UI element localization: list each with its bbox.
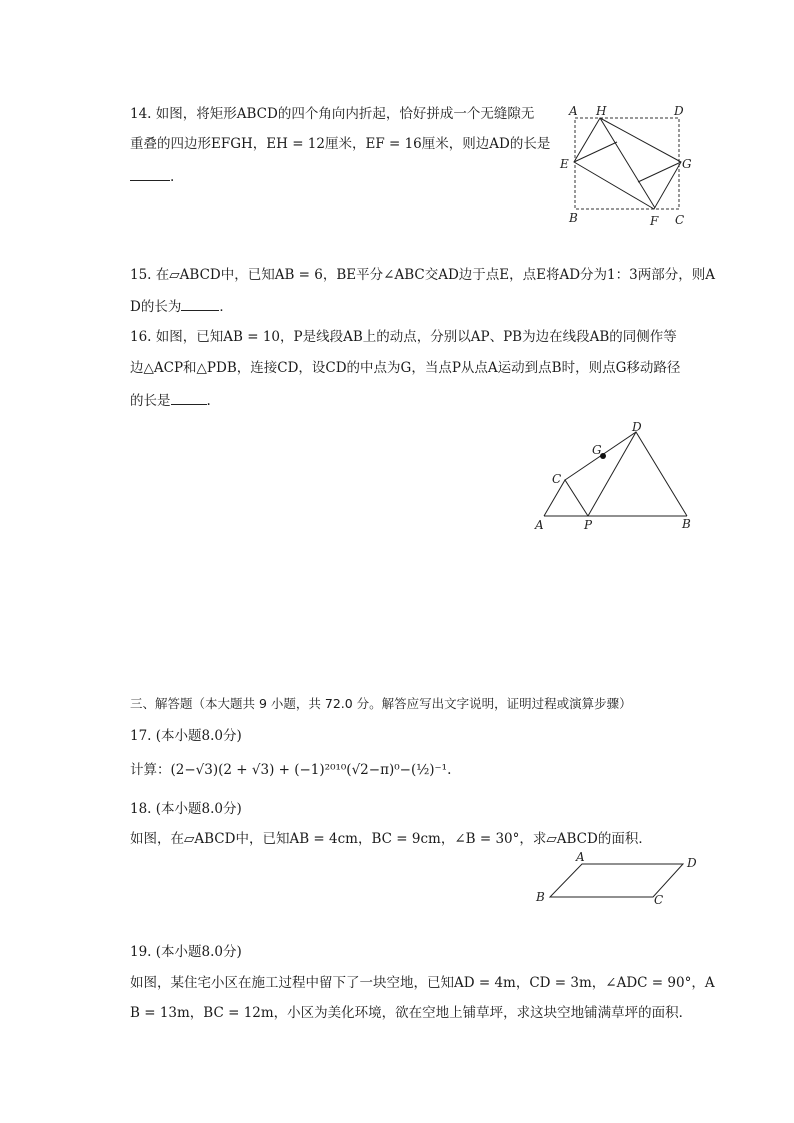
fold-line-hf — [600, 118, 655, 208]
q15-text: D的长为 — [130, 299, 182, 315]
q19-line-2: B = 13m，BC = 12m，小区为美化环境，欲在空地上铺草坪，求这块空地铺满草坪的面积． — [130, 1005, 693, 1021]
q16-text: 的长是 — [130, 393, 171, 409]
rectangle-abcd-dashed — [575, 118, 679, 209]
q16-line-2: 边△ACP和△PDB，连接CD，设CD的中点为G，当点P从点A运动到点B时，则点G移动路径 — [130, 360, 681, 376]
label-E: E — [560, 157, 569, 171]
label-B: B — [569, 211, 578, 225]
label-A: A — [535, 518, 544, 532]
q15-period: ． — [219, 299, 233, 315]
label-C: C — [552, 472, 562, 486]
label-G: G — [592, 443, 602, 457]
triangle-acp — [544, 480, 588, 516]
label-B: B — [682, 517, 691, 531]
q18-head: 18. (本小题8.0分) — [130, 801, 242, 817]
q15-line-1: 15. 在▱ABCD中，已知AB = 6，BE平分∠ABC交AD边于点E，点E将AD分为1：3两部分，则A — [130, 267, 715, 283]
q14-line-3 — [130, 166, 174, 187]
answer-blank — [130, 166, 170, 181]
answer-blank — [171, 390, 207, 405]
label-G: G — [682, 157, 692, 171]
q16-period: . — [206, 393, 211, 409]
label-F: F — [650, 214, 659, 228]
label-D: D — [687, 856, 697, 870]
label-A: A — [569, 104, 578, 118]
label-P: P — [584, 518, 593, 532]
label-C: C — [675, 213, 685, 227]
fold-line-g — [638, 162, 681, 182]
q14-line-2: 重叠的四边形EFGH，EH = 12厘米，EF = 16厘米，则边AD的长是 — [130, 136, 551, 152]
q17-calc: 计算：(2−√3)(2 + √3) + (−1)²⁰¹⁰(√2−π)⁰−(½)⁻¹. — [130, 762, 452, 778]
q19-head: 19. (本小题8.0分) — [130, 944, 242, 960]
q14-period: . — [170, 169, 175, 185]
label-D: D — [632, 420, 642, 434]
label-C: C — [654, 893, 664, 907]
section-heading: 三、解答题（本大题共 9 小题，共 72.0 分。解答应写出文字说明，证明过程或演算步骤） — [130, 696, 632, 711]
q19-line-1: 如图，某住宅小区在施工过程中留下了一块空地，已知AD = 4m，CD = 3m，∠ADC = 90°，A — [130, 975, 715, 991]
q16-figure — [530, 418, 700, 536]
q15-line-2 — [130, 296, 233, 317]
q18-text: 如图，在▱ABCD中，已知AB = 4cm，BC = 9cm，∠B = 30°，求▱ABCD的面积． — [130, 831, 652, 847]
q17-head: 17. (本小题8.0分) — [130, 728, 242, 744]
q14-line-1: 14. 如图，将矩形ABCD的四个角向内折起，恰好拼成一个无缝隙无 — [130, 106, 535, 122]
label-A: A — [576, 850, 585, 864]
q14-figure — [555, 100, 705, 230]
answer-blank — [181, 296, 219, 311]
label-B: B — [536, 890, 545, 904]
q18-figure — [530, 850, 710, 908]
q16-line-3 — [130, 390, 211, 411]
triangle-pdb — [588, 432, 687, 516]
label-D: D — [674, 104, 684, 118]
label-H: H — [596, 104, 607, 118]
q16-line-1: 16. 如图，已知AB = 10，P是线段AB上的动点，分别以AP、PB为边在线段AB的同侧作等 — [130, 329, 677, 345]
